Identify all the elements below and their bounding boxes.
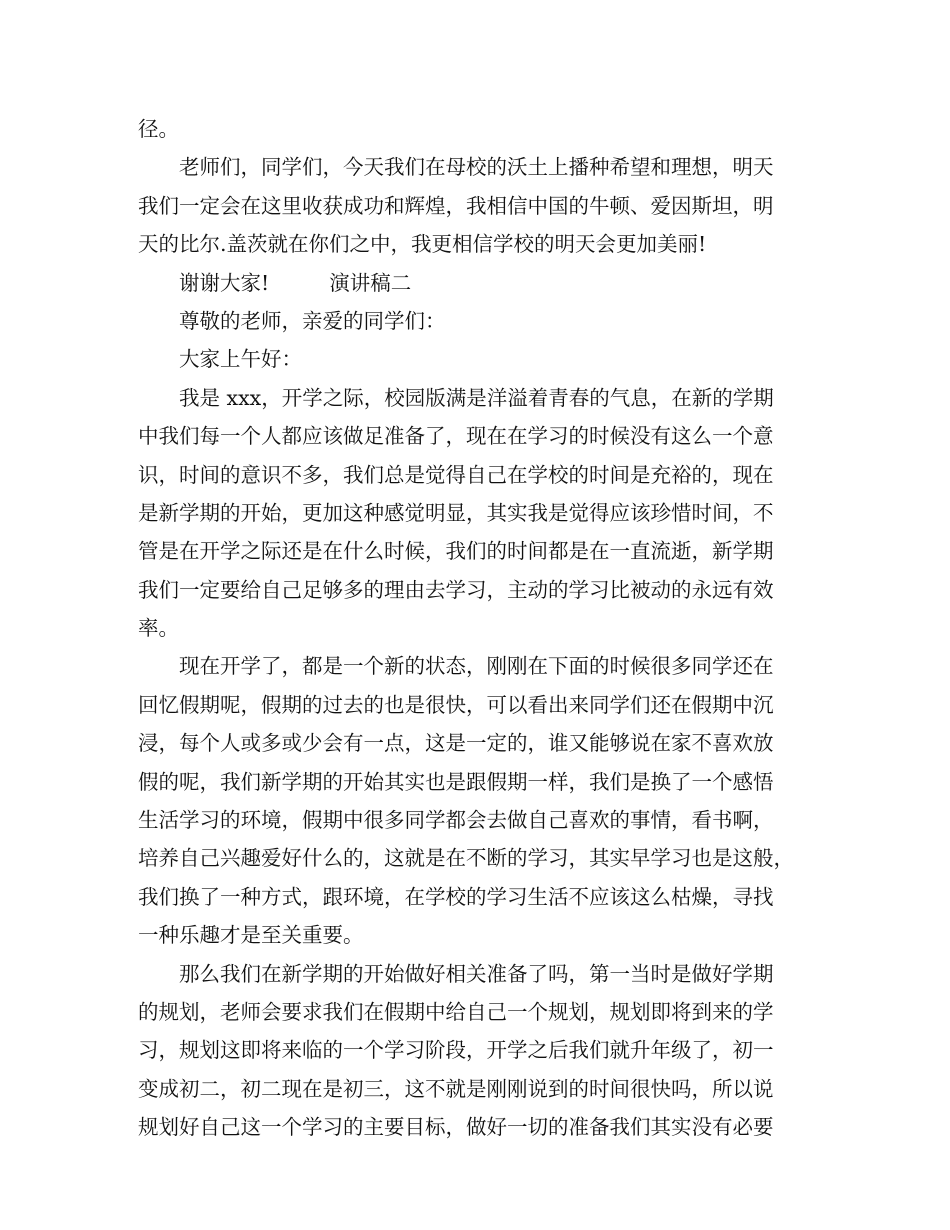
- text-line: 天的比尔.盖茨就在你们之中，我更相信学校的明天会更加美丽!: [138, 232, 707, 257]
- text-line: 我是 xxx，开学之际，校园版满是洋溢着青春的气息，在新的学期: [179, 385, 774, 410]
- text-line: 规划好自己这一个学习的主要目标，做好一切的准备我们其实没有必要: [138, 1115, 774, 1140]
- greeting: 大家上午好：: [179, 347, 302, 372]
- text-line-thanks: [138, 264, 828, 302]
- text-line: 浸，每个人或多或少会有一点，这是一定的，谁又能够说在家不喜欢放: [138, 731, 774, 756]
- text-line: 我们一定会在这里收获成功和辉煌，我相信中国的牛顿、爱因斯坦，明: [138, 193, 774, 218]
- text-line: 我们一定要给自己足够多的理由去学习，主动的学习比被动的永远有效: [138, 577, 774, 602]
- text-line: 习，规划这即将来临的一个学习阶段，开学之后我们就升年级了，初一: [138, 1038, 774, 1063]
- text-line: 生活学习的环境，假期中很多同学都会去做自己喜欢的事情，看书啊，: [138, 808, 774, 833]
- text-line: 假的呢，我们新学期的开始其实也是跟假期一样，我们是换了一个感悟: [138, 769, 774, 794]
- text-line: 的规划，老师会要求我们在假期中给自己一个规划，规划即将到来的学: [138, 999, 774, 1024]
- salutation: 尊敬的老师，亲爱的同学们：: [179, 308, 446, 333]
- text-line: 识，时间的意识不多，我们总是觉得自己在学校的时间是充裕的，现在: [138, 462, 774, 487]
- text-line: 径。: [138, 117, 179, 141]
- thanks-text: 谢谢大家!: [179, 270, 270, 295]
- document-body: [138, 110, 828, 1147]
- text-line: 中我们每一个人都应该做足准备了，现在在学习的时候没有这么一个意: [138, 424, 774, 449]
- text-line: 那么我们在新学期的开始做好相关准备了吗，第一当时是做好学期: [179, 961, 774, 986]
- text-line: 我们换了一种方式，跟环境，在学校的学习生活不应该这么枯燥，寻找: [138, 884, 774, 909]
- text-line: 管是在开学之际还是在什么时候，我们的时间都是在一直流逝，新学期: [138, 539, 774, 564]
- text-line: 回忆假期呢，假期的过去的也是很快，可以看出来同学们还在假期中沉: [138, 692, 774, 717]
- text-line: 一种乐趣才是至关重要。: [138, 923, 364, 948]
- text-line: 变成初二，初二现在是初三，这不就是刚刚说到的时间很快吗，所以说: [138, 1076, 774, 1101]
- text-line: 现在开学了，都是一个新的状态，刚刚在下面的时候很多同学还在: [179, 654, 774, 679]
- text-line: 是新学期的开始，更加这种感觉明显，其实我是觉得应该珍惜时间，不: [138, 500, 774, 525]
- text-line: 老师们，同学们，今天我们在母校的沃土上播种希望和理想，明天: [179, 155, 774, 180]
- section-title: 演讲稿二: [329, 270, 412, 295]
- text-line: 率。: [138, 616, 179, 641]
- text-line: 培养自己兴趣爱好什么的，这就是在不断的学习，其实早学习也是这般，: [138, 846, 794, 871]
